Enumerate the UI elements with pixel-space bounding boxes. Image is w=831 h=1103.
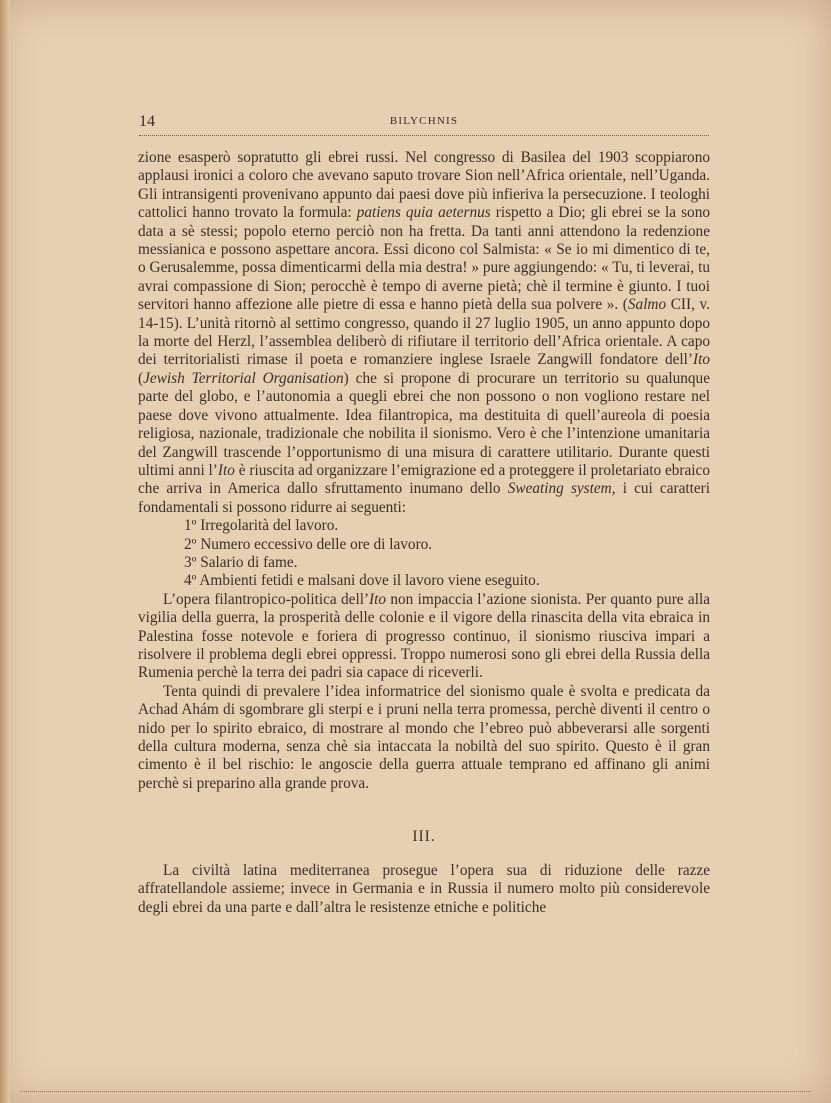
ito-term: Ito <box>369 590 387 608</box>
list-item: 3º Salario di fame. <box>184 553 298 571</box>
page-header <box>139 113 709 136</box>
text-run: , i cui caratteri fondamentali si possono ridurre ai seguenti: <box>138 480 710 516</box>
latin-phrase: patiens quia aeternus <box>356 204 491 222</box>
paragraph-3: Tenta quindi di prevalere l’idea informatrice del sionismo quale è svolta e predicata da Achad Ahám di sgombrare gli sterpi e i pruni nella terra promessa, perchè diventi il centro o nido per lo spirito ebraico, di mostrare al mondo che l’ebreo può abbeverarsi alle sorgenti della cultura moderna, senza chè sia intaccata la nobiltà del suo spirito. Questo è il gran cimento è il bel rischio: le angoscie della guerra attuale temprano ed affinano gli animi perchè si preparino alla grande prova. <box>138 682 710 792</box>
text-run: è riuscita ad organizzare l’emigrazione ed a proteggere il proletariato ebraico che arriva in America dallo sfruttamento inumano dello <box>138 461 710 498</box>
body-text <box>138 149 710 793</box>
text-run: zione esasperò sopratutto gli ebrei russi. Nel congresso di Basilea del 1903 scoppiarono applausi ironici a coloro che avevano saputo trovare Sion nell’Africa orientale, nell’Uganda. Gli intransigenti provenivano appunto dai paesi dove più infieriva la persecuzione. I teologhi cattolici hanno trovato la formula: <box>138 149 710 222</box>
list-item: 4º Ambienti fetidi e malsani dove il lavoro viene eseguito. <box>184 572 540 590</box>
section-heading: III. <box>412 828 436 845</box>
paragraph-4: La civiltà latina mediterranea prosegue l’opera sua di riduzione delle razze affratellandole assieme; invece in Germania e in Russia il numero molto più considerevole degli ebrei da una parte e dall’altra le resistenze etniche e politiche <box>138 862 710 916</box>
list-item: 1º Irregolarità del lavoro. <box>184 517 339 535</box>
ito-term: Ito <box>217 461 235 479</box>
text-run: rispetto a Dio; gli ebrei se la sono data a sè stessi; popolo eterno perciò non ha fretta. Da tanti anni attendono la redenzione messianica e possono aspettare ancora. Essi dicono col Salmista: « Se io mi dimentico di te, o Gerusalemme, possa dimenticarmi della mia destra! » pure aggiungendo: « Tu, ti leverai, tu avrai compassione di Sion; perocchè è tempo di averne pietà; chè il termine è giunto. I tuoi servitori hanno affezione alle pietre di essa e hanno pietà della sua polvere ». ( <box>138 204 710 314</box>
organisation-name: Jewish Territorial Organisation <box>143 369 344 387</box>
text-run: L’opera filantropico-politica dell’ <box>163 590 370 608</box>
paragraph-1 <box>138 149 710 517</box>
body-text-section-3 <box>138 862 710 917</box>
psalm-reference: Salmo <box>627 296 667 314</box>
bottom-rule <box>20 1091 811 1092</box>
paragraph-2 <box>138 591 710 683</box>
running-head: BILYCHNIS <box>389 115 459 127</box>
characteristics-list <box>138 517 710 591</box>
text-run: ( <box>138 369 144 387</box>
text-run: non impaccia l’azione sionista. Per quanto pure alla vigilia della guerra, la prosperità delle colonie e il vigore della rinascita della vita ebraica in Palestina fosse notevole e foriera di progresso continuo, il sionismo riusciva impari a risolvere il problema degli ebrei oppressi. Troppo numerosi sono gli ebrei della Russia della Rumenia perchè la terra dei padri sia capace di riceverli. <box>138 590 710 682</box>
text-run: ) che si propone di procurare un territorio su qualunque parte del globo, e l’autonomia a quegli ebrei che non possono o non vogliono restare nel paese dove vivono attualmente. Idea filantropica, ma destituita di quell’aureola di poesia religiosa, nazionale, tradizionale che nobilita il sionismo. Vero è che l’intenzione umanitaria del Zangwill trascende l’opportunismo di una misura di carattere utilitario. Durante questi ultimi anni l’ <box>138 369 710 479</box>
list-item: 2º Numero eccessivo delle ore di lavoro. <box>184 535 433 553</box>
ito-term: Ito <box>693 351 710 369</box>
text-run: CII, v. 14-15). L’unità ritornò al settimo congresso, quando il 27 luglio 1905, un anno appunto dopo la morte del Herzl, l’assemblea deliberò di rifiutare il territorio dell’Africa orientale. A capo dei territorialisti rimase il poeta e romanziere inglese Israele Zangwill fondatore dell’ <box>138 296 711 369</box>
sweating-system-term: Sweating system <box>507 480 612 498</box>
page-number: 14 <box>139 113 155 130</box>
